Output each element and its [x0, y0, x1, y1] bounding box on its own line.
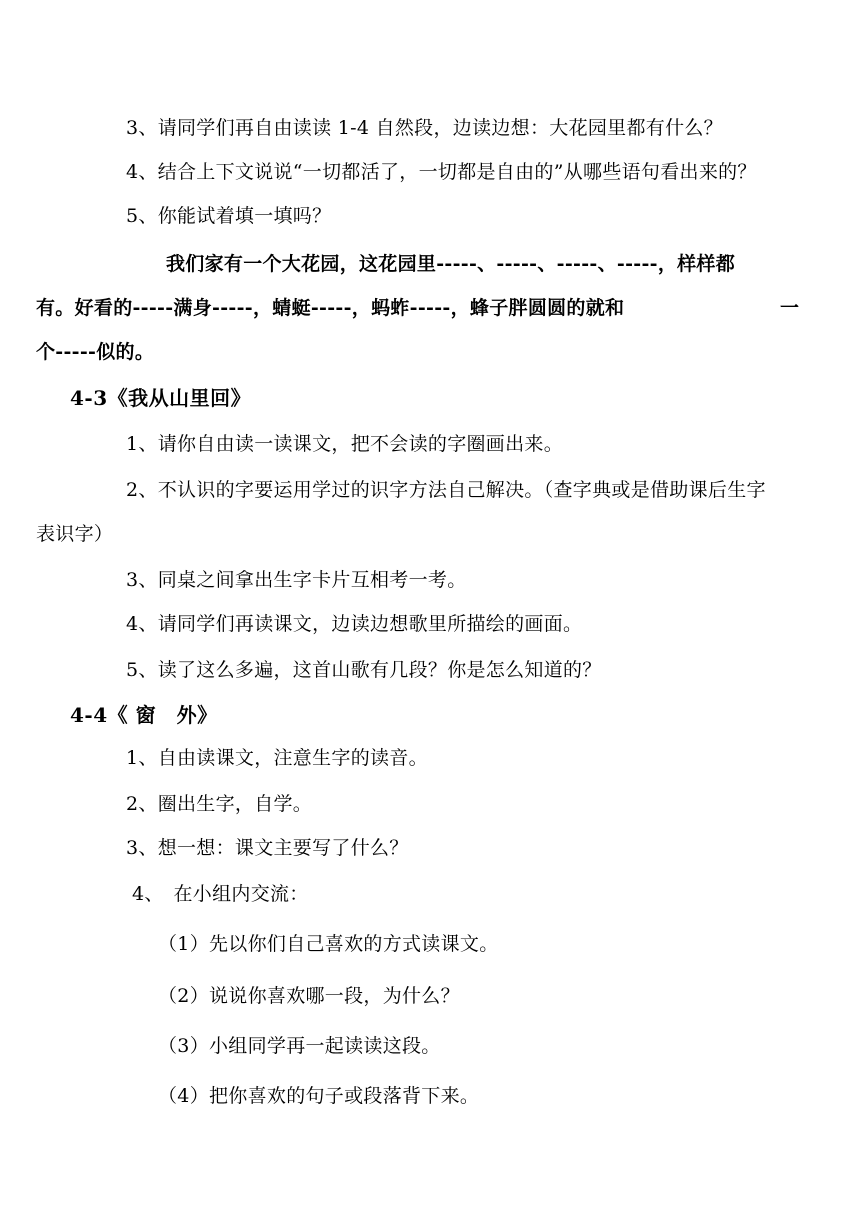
fill-in-line-1: 我们家有一个大花园，这花园里-----、-----、-----、-----，样样都 [166, 253, 736, 275]
section-title-4-4: 4-4《 窗 外》 [70, 703, 218, 727]
question-4-3-3: 3、同桌之间拿出生字卡片互相考一考。 [126, 569, 467, 591]
fill-in-line-2-end: 一 [780, 297, 800, 319]
fill-in-line-3: 个-----似的。 [36, 341, 155, 363]
question-4-4-3: 3、想一想：课文主要写了什么？ [126, 837, 409, 859]
question-4-2-4: 4、结合上下文说说“一切都活了，一切都是自由的”从哪些语句看出来的？ [126, 161, 757, 183]
question-4-3-2-line-1: 2、不认识的字要运用学过的识字方法自己解决。（查字典或是借助课后生字 [126, 479, 766, 501]
section-title-4-3: 4-3《我从山里回》 [70, 386, 252, 410]
question-4-2-5: 5、你能试着填一填吗？ [126, 205, 332, 227]
sub-item-1: （1）先以你们自己喜欢的方式读课文。 [158, 933, 499, 955]
question-4-3-2-line-2: 表识字） [36, 523, 114, 545]
fill-in-line-2: 有。好看的-----满身-----，蜻蜓-----，蚂蚱-----，蜂子胖圆圆的就和 [36, 297, 625, 319]
question-4-3-4: 4、请同学们再读课文，边读边想歌里所描绘的画面。 [126, 613, 583, 635]
question-4-4-1: 1、自由读课文，注意生字的读音。 [126, 747, 428, 769]
question-4-2-3: 3、请同学们再自由读读 1-4 自然段，边读边想：大花园里都有什么？ [126, 117, 723, 139]
sub-item-2: （2）说说你喜欢哪一段，为什么？ [158, 985, 460, 1007]
sub-item-4: （4）把你喜欢的句子或段落背下来。 [158, 1085, 480, 1107]
question-4-4-4: 4、 在小组内交流： [132, 883, 309, 905]
question-4-4-2: 2、圈出生字，自学。 [126, 793, 313, 815]
question-4-3-1: 1、请你自由读一读课文，把不会读的字圈画出来。 [126, 433, 563, 455]
sub-item-3: （3）小组同学再一起读读这段。 [158, 1035, 441, 1057]
question-4-3-5: 5、读了这么多遍，这首山歌有几段？你是怎么知道的？ [126, 659, 602, 681]
